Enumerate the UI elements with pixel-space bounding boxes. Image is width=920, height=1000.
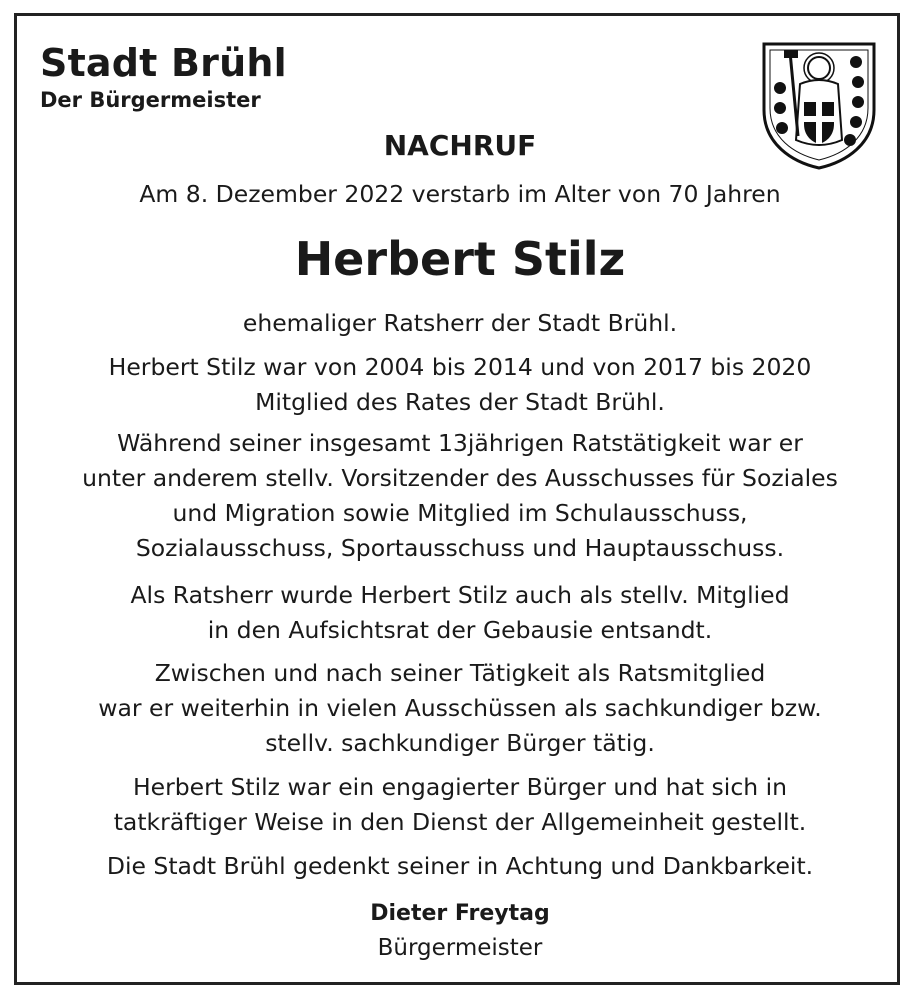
issuer-office: Der Bürgermeister: [40, 88, 261, 112]
text-line: Als Ratsherr wurde Herbert Stilz auch als stellv. Mitglied: [130, 581, 790, 609]
signatory-title: Bürgermeister: [377, 935, 543, 961]
paragraph-role: [20, 306, 900, 341]
issuer-block: [40, 40, 287, 114]
signatory-name: Dieter Freytag: [370, 901, 550, 926]
text-line: stellv. sachkundiger Bürger tätig.: [265, 729, 655, 757]
paragraph-committees: [20, 426, 900, 566]
paragraph-engagement: [20, 770, 900, 840]
issuer-city: Stadt Brühl: [40, 41, 287, 85]
deceased-name: Herbert Stilz: [294, 232, 626, 286]
paragraph-remembrance: [20, 849, 900, 884]
paragraph-supervisory-board: [20, 578, 900, 648]
text-line: Die Stadt Brühl gedenkt seiner in Achtung und Dankbarkeit.: [106, 852, 814, 880]
text-line: Herbert Stilz war ein engagierter Bürger und hat sich in: [132, 773, 788, 801]
text-line: Herbert Stilz war von 2004 bis 2014 und von 2017 bis 2020: [108, 353, 812, 381]
text-line: in den Aufsichtsrat der Gebausie entsandt.: [207, 616, 713, 644]
text-line: ehemaliger Ratsherr der Stadt Brühl.: [242, 309, 678, 337]
paragraph-expert-citizen: [20, 656, 900, 761]
notice-heading: NACHRUF: [383, 129, 537, 162]
text-line: tatkräftiger Weise in den Dienst der Allgemeinheit gestellt.: [113, 808, 807, 836]
text-line: und Migration sowie Mitglied im Schulausschuss,: [172, 499, 748, 527]
text-line: Zwischen und nach seiner Tätigkeit als Ratsmitglied: [154, 659, 766, 687]
text-line: unter anderem stellv. Vorsitzender des Ausschusses für Soziales: [82, 464, 838, 492]
notice-lead: Am 8. Dezember 2022 verstarb im Alter von 70 Jahren: [139, 180, 781, 208]
text-line: Sozialausschuss, Sportausschuss und Hauptausschuss.: [135, 534, 785, 562]
text-line: Mitglied des Rates der Stadt Brühl.: [255, 388, 665, 416]
text-line: Während seiner insgesamt 13jährigen Ratstätigkeit war er: [117, 429, 803, 457]
text-line: war er weiterhin in vielen Ausschüssen als sachkundiger bzw.: [98, 694, 822, 722]
paragraph-council-terms: [20, 350, 900, 420]
